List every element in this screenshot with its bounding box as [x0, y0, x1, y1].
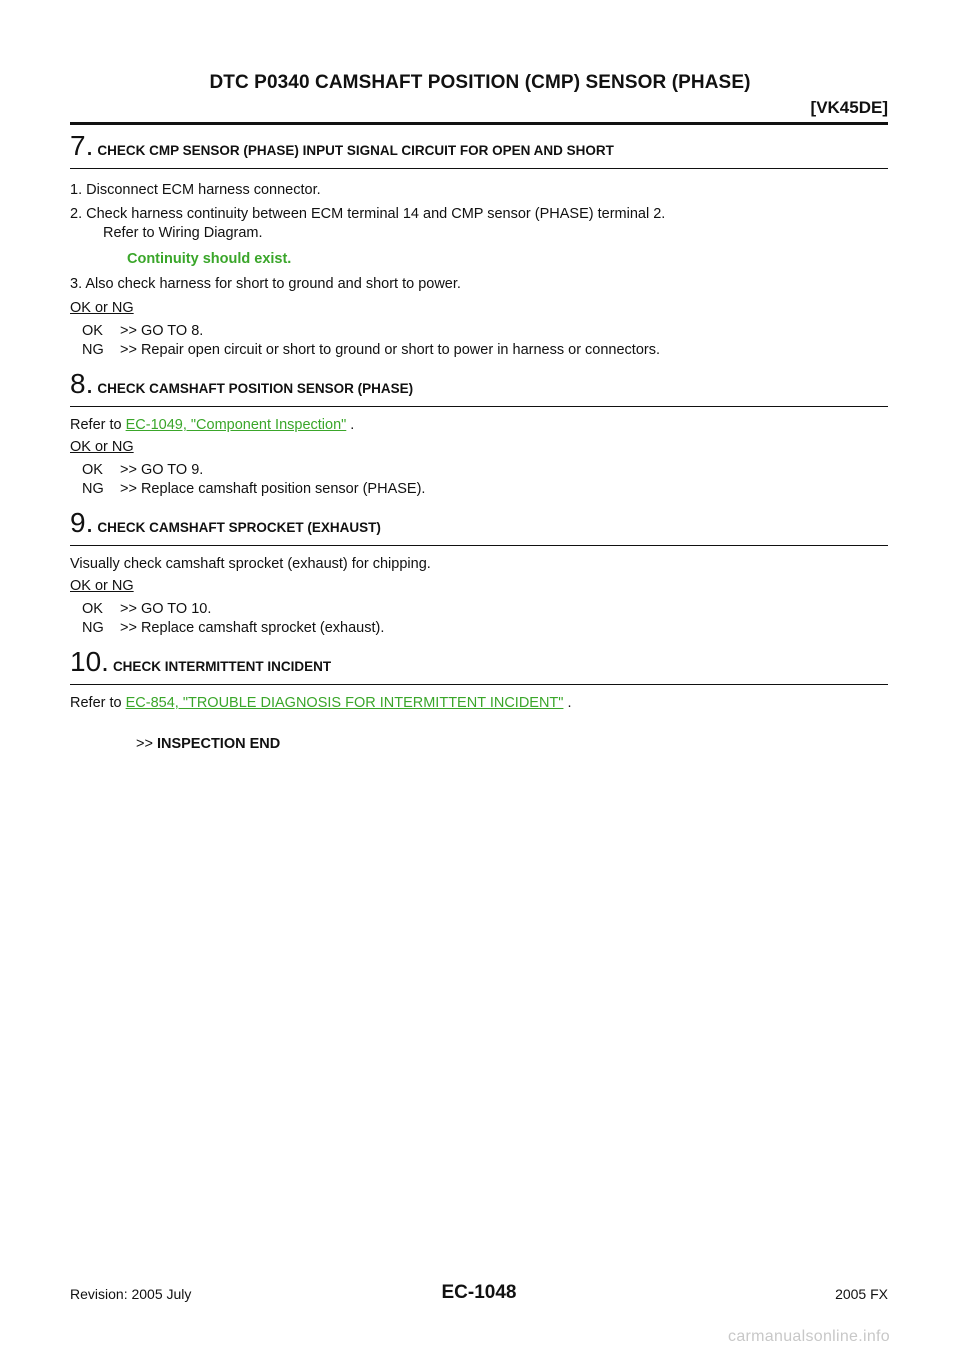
refer-text: Refer to [70, 695, 126, 711]
step-title: CHECK INTERMITTENT INCIDENT [112, 659, 332, 674]
step-title: CHECK CMP SENSOR (PHASE) INPUT SIGNAL CIRCUIT FOR OPEN AND SHORT [97, 143, 614, 158]
result-key: OK [82, 462, 103, 478]
step-title: CHECK CAMSHAFT POSITION SENSOR (PHASE) [97, 381, 414, 396]
step-text: Refer to Wiring Diagram. [103, 225, 263, 241]
step-9-heading [70, 507, 888, 546]
result-key: OK [82, 601, 103, 617]
step-title: CHECK CAMSHAFT SPROCKET (EXHAUST) [97, 520, 381, 535]
engine-code: [VK45DE] [810, 98, 888, 117]
step-text: 1. Disconnect ECM harness connector. [70, 182, 321, 198]
page-title: DTC P0340 CAMSHAFT POSITION (CMP) SENSOR (PHASE) [209, 72, 751, 93]
end-text: INSPECTION END [156, 736, 281, 752]
result-ok [70, 322, 888, 341]
result-key: OK [82, 323, 103, 339]
revision-text: Revision: 2005 July [70, 1286, 192, 1302]
page-number: EC-1048 [441, 1282, 517, 1303]
footer [70, 1282, 888, 1306]
end-prefix: >> [136, 736, 153, 752]
step-8-heading [70, 368, 888, 407]
refer-tail: . [563, 695, 572, 711]
result-text: >> Replace camshaft position sensor (PHASE). [120, 481, 426, 497]
result-text: >> GO TO 9. [120, 462, 204, 478]
result-ng [70, 341, 888, 360]
step-text: Visually check camshaft sprocket (exhaust) for chipping. [70, 556, 431, 572]
result-ok [70, 461, 888, 480]
result-ok [70, 600, 888, 619]
step-number: 9. [70, 507, 94, 538]
step-10-heading [70, 646, 888, 685]
result-key: NG [82, 342, 104, 358]
step-text [70, 416, 888, 435]
result-text: >> GO TO 10. [120, 601, 212, 617]
result-key: NG [82, 481, 104, 497]
ok-or-ng-label: OK or NG [70, 578, 134, 594]
ok-or-ng-label: OK or NG [70, 439, 134, 455]
watermark: carmanualsonline.info [728, 1328, 890, 1345]
result-key: NG [82, 620, 104, 636]
result-ng [70, 619, 888, 638]
inspection-end [70, 736, 888, 752]
refer-text: Refer to [70, 417, 126, 433]
step-7-heading [70, 130, 888, 169]
reference-link[interactable]: EC-854, "TROUBLE DIAGNOSIS FOR INTERMITTENT INCIDENT" [125, 695, 564, 711]
result-ng [70, 480, 888, 499]
result-text: >> Repair open circuit or short to ground or short to power in harness or connectors. [120, 342, 661, 358]
spec-text: Continuity should exist. [127, 251, 292, 267]
ok-or-ng-label: OK or NG [70, 300, 134, 316]
reference-link[interactable]: EC-1049, "Component Inspection" [125, 417, 347, 433]
refer-tail: . [346, 417, 355, 433]
result-text: >> GO TO 8. [120, 323, 204, 339]
step-text: 2. Check harness continuity between ECM terminal 14 and CMP sensor (PHASE) terminal 2. [70, 206, 666, 222]
step-number: 7. [70, 130, 94, 161]
step-text: 3. Also check harness for short to ground and short to power. [70, 276, 461, 292]
result-text: >> Replace camshaft sprocket (exhaust). [120, 620, 385, 636]
step-number: 8. [70, 368, 94, 399]
content [70, 130, 888, 752]
step-text [70, 694, 888, 713]
step-number: 10. [70, 646, 109, 677]
model-text: 2005 FX [835, 1286, 888, 1302]
header-rule [70, 122, 888, 125]
